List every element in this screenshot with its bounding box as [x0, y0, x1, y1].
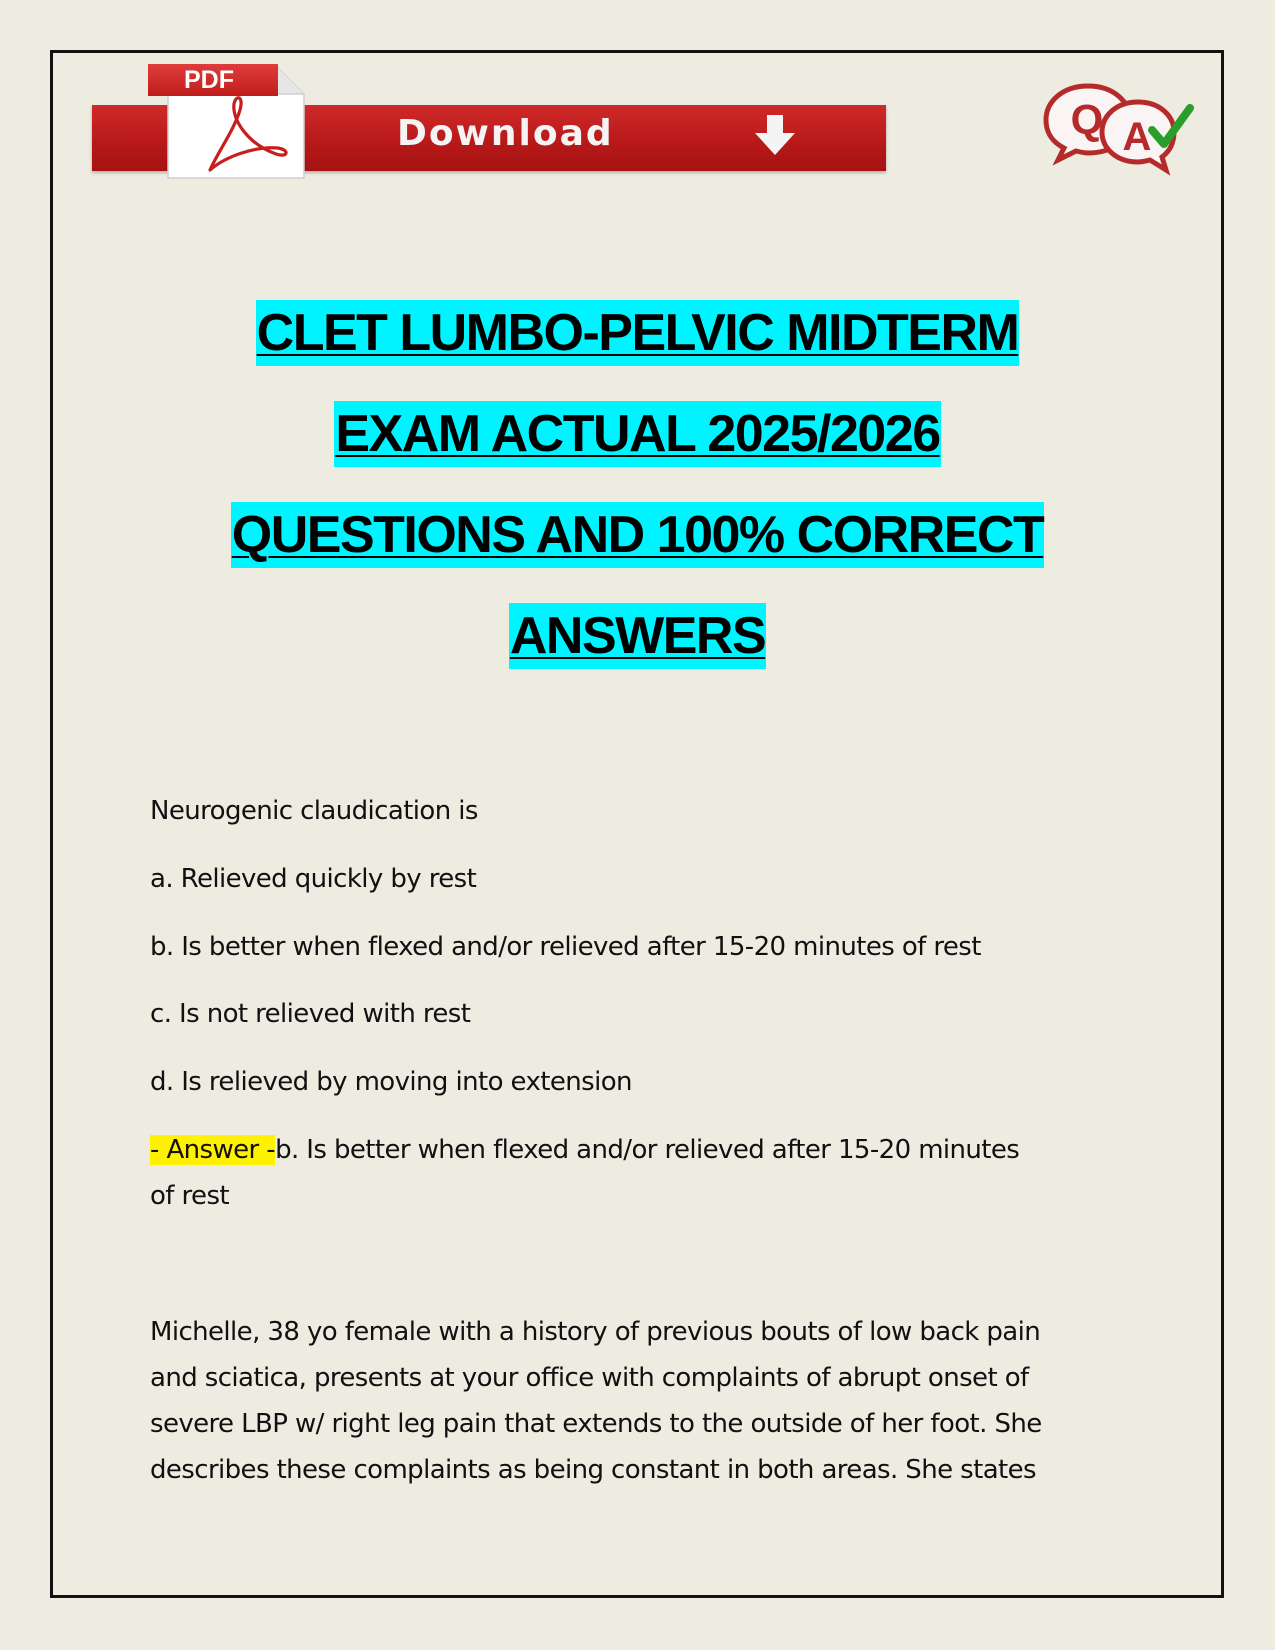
question-1-answer — [150, 1127, 1140, 1219]
question-2-line-3: severe LBP w/ right leg pain that extends to the outside of her foot. She — [150, 1409, 1042, 1439]
title-line-3: QUESTIONS AND 100% CORRECT — [231, 502, 1044, 568]
question-2-line-2: and sciatica, presents at your office with complaints of abrupt onset of — [150, 1363, 1029, 1393]
qa-a-letter: A — [1122, 115, 1152, 159]
question-2-line-4: describes these complaints as being constant in both areas. She states — [150, 1455, 1036, 1485]
question-2-line-1: Michelle, 38 yo female with a history of previous bouts of low back pain — [150, 1317, 1041, 1347]
question-1-option-a: a. Relieved quickly by rest — [150, 864, 477, 894]
question-1-option-d: d. Is relieved by moving into extension — [150, 1067, 632, 1097]
pdf-download-banner[interactable] — [92, 60, 886, 182]
download-label[interactable]: Download — [397, 113, 614, 154]
answer-text-line-1: b. Is better when flexed and/or relieved after 15-20 minutes — [275, 1135, 1020, 1165]
qa-speech-bubbles-icon — [1040, 80, 1210, 180]
qa-logo — [1040, 80, 1210, 180]
qa-q-letter: Q — [1070, 96, 1104, 143]
pdf-file-icon — [148, 60, 324, 182]
title-line-2: EXAM ACTUAL 2025/2026 — [334, 401, 940, 467]
pdf-label: PDF — [148, 64, 278, 96]
answer-prefix-highlight: - Answer - — [150, 1135, 276, 1165]
download-arrow-icon[interactable] — [752, 113, 798, 159]
title-line-4: ANSWERS — [509, 603, 766, 669]
question-1-option-b: b. Is better when flexed and/or relieved after 15-20 minutes of rest — [150, 932, 981, 962]
question-1-option-c: c. Is not relieved with rest — [150, 999, 471, 1029]
answer-text-line-2: of rest — [150, 1181, 229, 1211]
title-line-1: CLET LUMBO-PELVIC MIDTERM — [256, 300, 1020, 366]
question-1-stem: Neurogenic claudication is — [150, 796, 478, 826]
question-2-paragraph — [150, 1309, 1140, 1493]
document-title — [100, 300, 1175, 704]
